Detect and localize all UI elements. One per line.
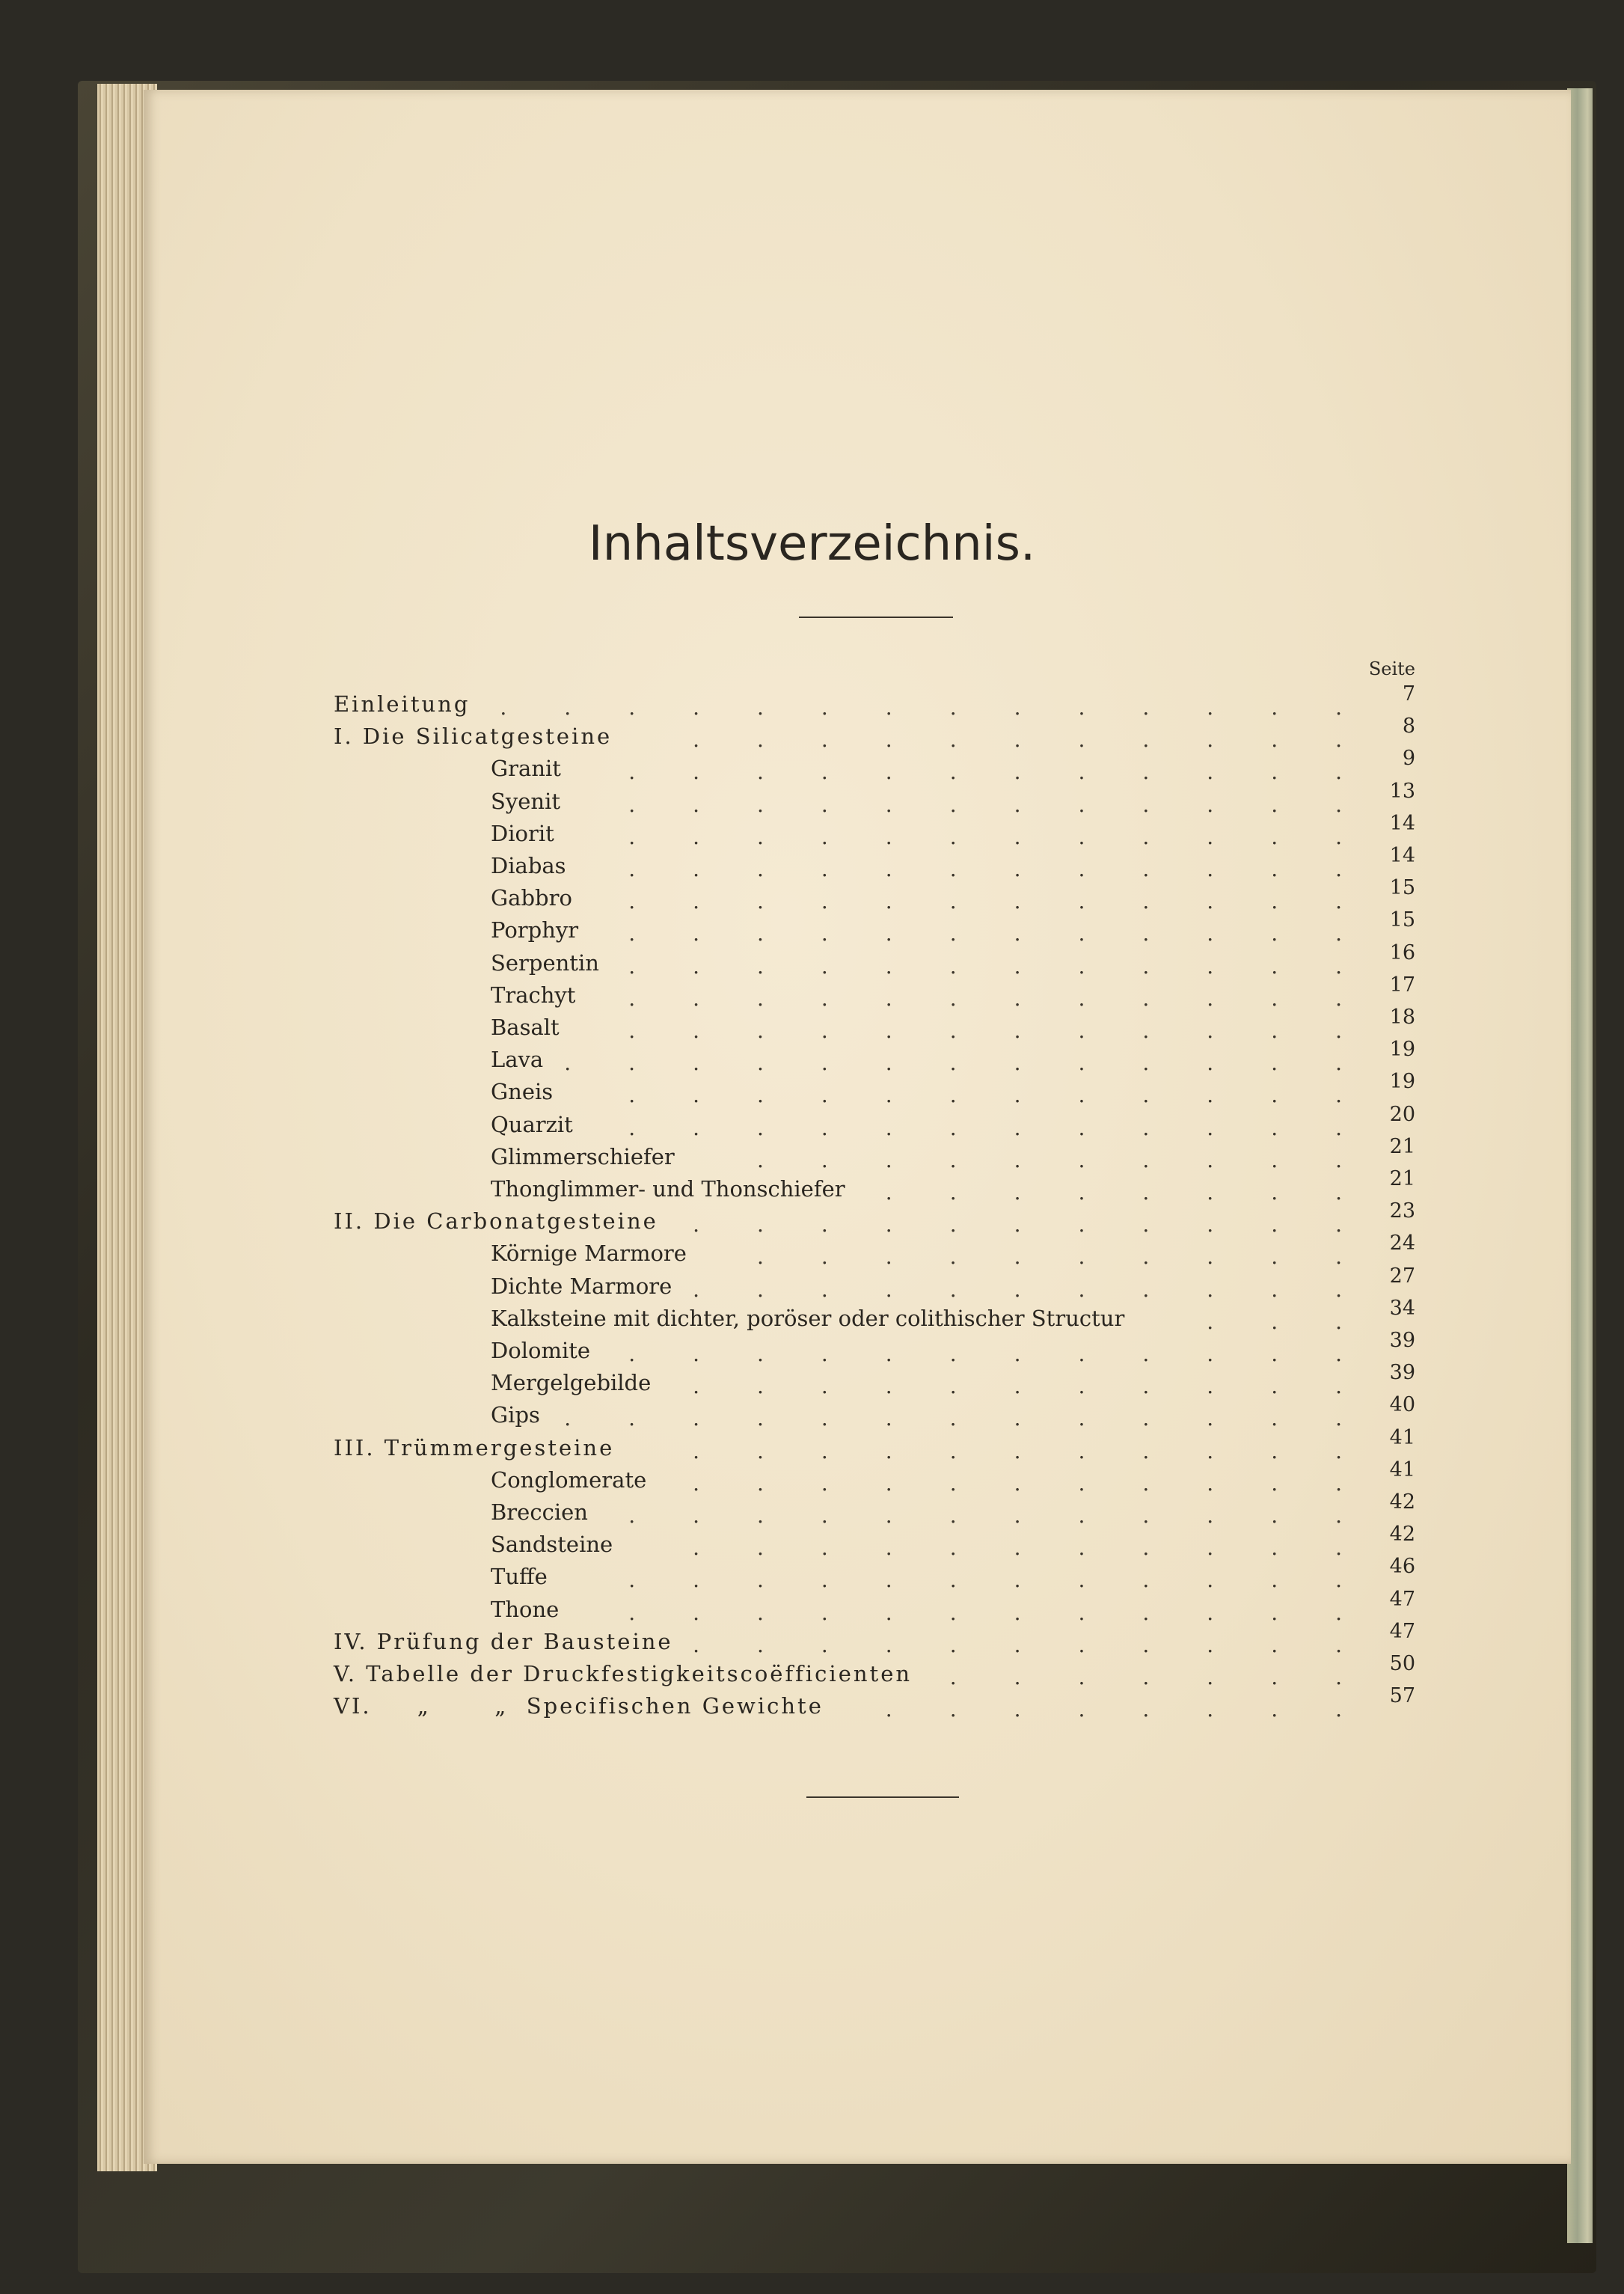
dot-leader: ............ bbox=[628, 985, 1400, 1011]
toc-entry-label: Gabbro bbox=[491, 885, 572, 911]
dot-leader: ....... bbox=[949, 1665, 1400, 1689]
dot-leader: ........... bbox=[693, 1212, 1400, 1238]
toc-entry-page: 24 bbox=[1389, 1232, 1415, 1255]
dot-leader: ............ bbox=[628, 953, 1400, 979]
toc-entry bbox=[0, 1684, 1624, 1722]
dot-leader: ........ bbox=[885, 1180, 1400, 1205]
toc-entry-label: IV. Prüfung der Bausteine bbox=[334, 1628, 673, 1654]
toc-entry-page: 39 bbox=[1389, 1361, 1415, 1385]
toc-entry-page: 20 bbox=[1389, 1102, 1415, 1126]
toc-entry-page: 14 bbox=[1389, 811, 1415, 835]
dot-leader: ........... bbox=[693, 1470, 1400, 1496]
toc-entry-page: 14 bbox=[1389, 844, 1415, 867]
dot-leader: ............ bbox=[628, 1083, 1400, 1108]
dot-leader: ........... bbox=[693, 1374, 1400, 1399]
toc-entry-page: 21 bbox=[1389, 1167, 1415, 1190]
toc-entry-label: Glimmerschiefer bbox=[491, 1143, 675, 1169]
toc-entry-page: 27 bbox=[1389, 1264, 1415, 1288]
toc-entry-page: 8 bbox=[1402, 715, 1415, 738]
toc-entry-label: Einleitung bbox=[334, 691, 471, 717]
dot-leader: ........... bbox=[693, 1535, 1400, 1561]
toc-entry-label: Serpentin bbox=[491, 949, 599, 976]
toc-entry-label: Gips bbox=[491, 1402, 540, 1428]
toc-entry-label: Lava bbox=[491, 1047, 544, 1073]
toc-entry-label: Trachyt bbox=[491, 982, 576, 1008]
dot-leader: ............ bbox=[628, 824, 1400, 849]
toc-entry-label: I. Die Silicatgesteine bbox=[334, 724, 613, 750]
toc-entry-label: Quarzit bbox=[491, 1111, 573, 1137]
toc-entry-label: Gneis bbox=[491, 1079, 554, 1105]
dot-leader: ........... bbox=[693, 1276, 1400, 1302]
toc-entry-label: Thonglimmer- und Thonschiefer bbox=[491, 1176, 845, 1202]
toc-entry-label: Dichte Marmore bbox=[491, 1273, 672, 1299]
toc-entry-page: 46 bbox=[1389, 1555, 1415, 1579]
toc-entry-page: 39 bbox=[1389, 1329, 1415, 1352]
toc-entry-label: Thone bbox=[491, 1596, 560, 1622]
page-column-header: Seite bbox=[1368, 658, 1415, 679]
toc-entry-label: Dolomite bbox=[491, 1338, 591, 1363]
toc-entry-label: Kalksteine mit dichter, poröser oder colithischer Structur bbox=[491, 1305, 1125, 1331]
dot-leader: ............ bbox=[628, 857, 1400, 881]
closing-divider bbox=[806, 1796, 959, 1798]
dot-leader: ............. bbox=[564, 1050, 1400, 1076]
dot-leader: ............ bbox=[628, 1342, 1400, 1366]
toc-entry-label: VI. „ „ Specifischen Gewichte bbox=[334, 1693, 824, 1719]
toc-entry-label: Diabas bbox=[491, 853, 566, 878]
dot-leader: .......... bbox=[756, 1147, 1400, 1172]
toc-entry-page: 47 bbox=[1389, 1619, 1415, 1643]
toc-entry-label: Diorit bbox=[491, 820, 554, 846]
toc-entry-label: V. Tabelle der Druckfestigkeitscoëfficienten bbox=[334, 1661, 913, 1686]
dot-leader: ... bbox=[1207, 1309, 1400, 1334]
dot-leader: ........... bbox=[693, 1438, 1400, 1463]
toc-entry-page: 19 bbox=[1389, 1070, 1415, 1094]
dot-leader: ............. bbox=[564, 1406, 1400, 1431]
dot-leader: ............ bbox=[628, 1115, 1400, 1140]
dot-leader: ............ bbox=[628, 1503, 1400, 1528]
toc-entry-label: Basalt bbox=[491, 1015, 560, 1040]
toc-entry-page: 19 bbox=[1389, 1038, 1415, 1062]
toc-entry-label: II. Die Carbonatgesteine bbox=[334, 1208, 658, 1235]
dot-leader: ............ bbox=[628, 1600, 1400, 1625]
toc-entry-page: 21 bbox=[1389, 1134, 1415, 1158]
toc-entry-page: 7 bbox=[1402, 682, 1415, 706]
toc-entry-page: 34 bbox=[1389, 1296, 1415, 1320]
dot-leader: ........... bbox=[693, 1632, 1400, 1657]
toc-entry-page: 40 bbox=[1389, 1393, 1415, 1417]
toc-entry-label: Granit bbox=[491, 756, 561, 782]
toc-entry-label: Mergelgebilde bbox=[491, 1370, 652, 1396]
dot-leader: ............ bbox=[628, 889, 1400, 914]
dot-leader: ........... bbox=[693, 727, 1400, 753]
toc-entry-page: 23 bbox=[1389, 1199, 1415, 1223]
toc-entry-page: 15 bbox=[1389, 908, 1415, 932]
toc-entry-page: 17 bbox=[1389, 973, 1415, 997]
dot-leader: .......... bbox=[756, 1244, 1400, 1270]
toc-entry-page: 42 bbox=[1389, 1523, 1415, 1547]
toc-entry-page: 41 bbox=[1389, 1458, 1415, 1481]
toc-entry-page: 18 bbox=[1389, 1006, 1415, 1029]
dot-leader: ............ bbox=[628, 1018, 1400, 1043]
toc-entry-page: 13 bbox=[1389, 779, 1415, 803]
dot-leader: ............ bbox=[628, 921, 1400, 946]
toc-entry-page: 9 bbox=[1402, 747, 1415, 771]
dot-leader: .............. bbox=[500, 695, 1400, 720]
dot-leader: ........ bbox=[885, 1697, 1400, 1722]
toc-entry-page: 50 bbox=[1389, 1652, 1415, 1675]
toc-entry-page: 15 bbox=[1389, 876, 1415, 900]
toc-entry-page: 57 bbox=[1389, 1684, 1415, 1708]
toc-entry-page: 41 bbox=[1389, 1425, 1415, 1449]
toc-entry-label: Breccien bbox=[491, 1499, 588, 1525]
dot-leader: ............ bbox=[628, 792, 1400, 817]
toc-entry-page: 42 bbox=[1389, 1490, 1415, 1514]
toc-entry-label: Porphyr bbox=[491, 917, 579, 943]
toc-entry-label: Conglomerate bbox=[491, 1466, 647, 1493]
toc-entry-page: 16 bbox=[1389, 940, 1415, 964]
dot-leader: ............ bbox=[628, 1567, 1400, 1593]
toc-entry-label: Sandsteine bbox=[491, 1532, 613, 1558]
toc-entry-page: 47 bbox=[1389, 1587, 1415, 1611]
toc-entry-label: Syenit bbox=[491, 788, 561, 814]
toc-entry-label: Tuffe bbox=[491, 1564, 548, 1590]
page-title: Inhaltsverzeichnis. bbox=[588, 516, 1036, 572]
dot-leader: ............ bbox=[628, 759, 1400, 785]
toc-entry-label: III. Trümmergesteine bbox=[334, 1434, 615, 1460]
toc-entry-label: Körnige Marmore bbox=[491, 1241, 687, 1267]
